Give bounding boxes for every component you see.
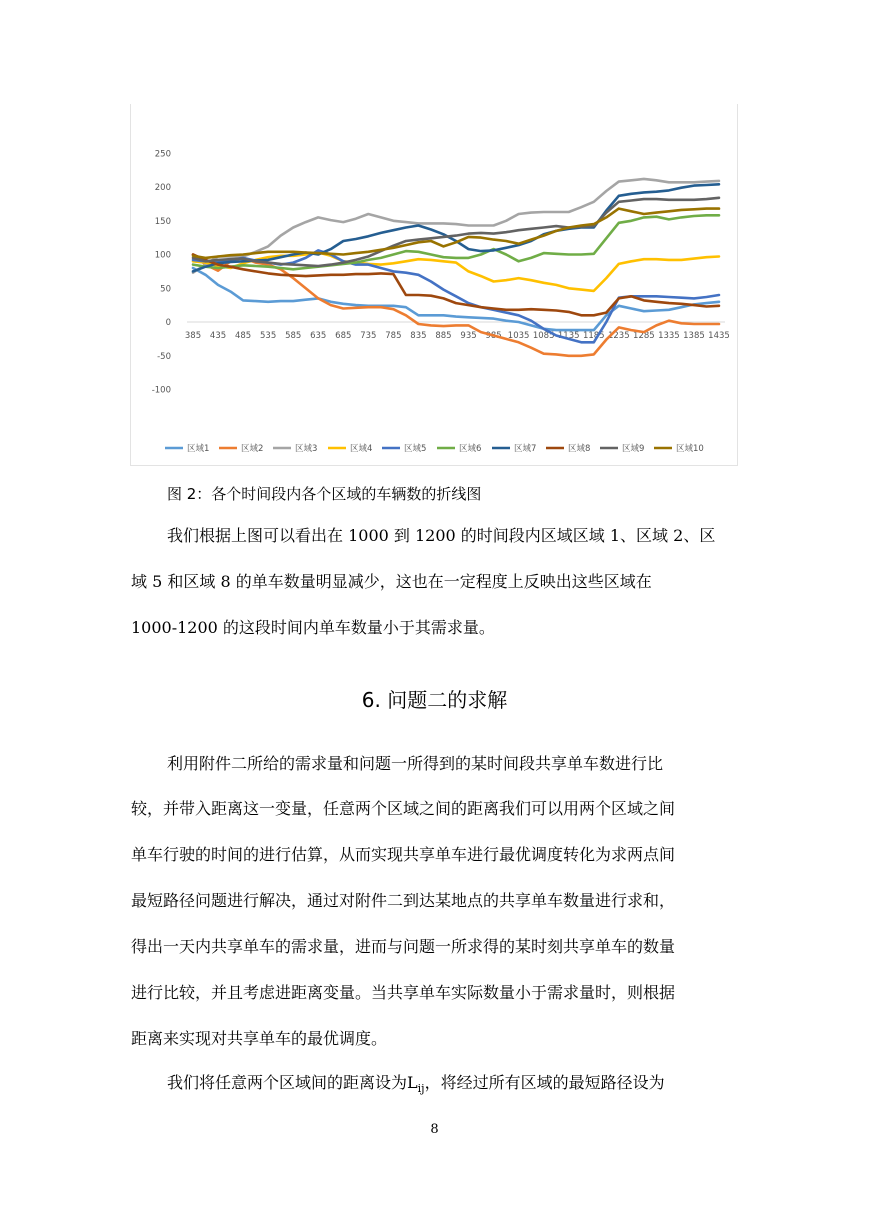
x-tick-label: 1285 (633, 331, 655, 341)
paragraph-1-line-2: 域 5 和区域 8 的单车数量明显减少，这也在一定程度上反映出这些区域在 (131, 572, 652, 591)
x-tick-label: 1085 (532, 331, 555, 341)
page-number: 8 (430, 1122, 439, 1137)
y-tick-label: 150 (154, 216, 171, 227)
paragraph-3 (131, 1073, 737, 1096)
x-tick-label: 885 (435, 331, 452, 341)
math-subscript: ij (417, 1082, 425, 1096)
x-tick-label: 485 (234, 331, 252, 341)
legend-label: 区域10 (676, 444, 704, 454)
y-tick-label: 250 (154, 149, 171, 160)
legend-label: 区域8 (568, 444, 591, 454)
x-tick-label: 935 (460, 331, 477, 341)
paragraph-2-line-6: 进行比较，并且考虑进距离变量。当共享单车实际数量小于需求量时，则根据 (131, 983, 676, 1002)
x-tick-label: 1135 (557, 331, 580, 341)
paragraph-2-line-7: 距离来实现对共享单车的最优调度。 (131, 1029, 388, 1048)
x-tick-label: 1235 (607, 331, 630, 341)
section-heading: 6. 问题二的求解 (361, 688, 508, 712)
legend-label: 区域9 (622, 444, 645, 454)
legend-label: 区域1 (187, 444, 210, 454)
y-tick-label: 0 (165, 318, 171, 328)
legend-label: 区域3 (295, 444, 318, 454)
x-tick-label: 1385 (683, 331, 705, 341)
x-tick-label: 685 (335, 331, 352, 341)
y-tick-label: -100 (151, 385, 171, 396)
x-tick-label: 585 (285, 331, 302, 341)
figure-caption: 图 2：各个时间段内各个区域的车辆数的折线图 (167, 485, 482, 503)
paragraph-2-line-2: 较，并带入距离这一变量，任意两个区域之间的距离我们可以用两个区域之间 (131, 799, 676, 818)
y-tick-label: 50 (160, 284, 171, 295)
legend-label: 区域7 (514, 444, 537, 454)
x-tick-label: 1185 (582, 331, 605, 341)
x-tick-label: 1335 (658, 331, 680, 341)
math-l: L (407, 1073, 418, 1092)
paragraph-1-line-3: 1000-1200 的这段时间内单车数量小于其需求量。 (131, 618, 495, 637)
series-line-区域10 (193, 209, 719, 258)
paragraph-2-line-5: 得出一天内共享单车的需求量，进而与问题一所求得的某时刻共享单车的数量 (131, 937, 676, 956)
legend-label: 区域6 (459, 444, 482, 454)
paragraph-3-prefix: 我们将任意两个区域间的距离设为 (167, 1073, 408, 1092)
y-tick-label: 200 (154, 183, 171, 193)
y-tick-label: 100 (154, 250, 171, 261)
x-tick-label: 635 (310, 331, 327, 341)
line-chart (130, 104, 738, 466)
paragraph-2-line-4: 最短路径问题进行解决，通过对附件二到达某地点的共享单车数量进行求和， (131, 891, 676, 910)
chart-svg (131, 104, 739, 466)
paragraph-2-line-1: 利用附件二所给的需求量和问题一所得到的某时间段共享单车数进行比 (167, 754, 664, 773)
x-tick-label: 1435 (708, 331, 730, 341)
x-tick-label: 835 (410, 331, 427, 341)
legend-label: 区域4 (350, 444, 373, 454)
paragraph-3-suffix: ，将经过所有区域的最短路径设为 (424, 1073, 665, 1092)
x-tick-label: 435 (209, 331, 227, 341)
paragraph-2-line-3: 单车行驶的时间的进行估算，从而实现共享单车进行最优调度转化为求两点间 (131, 845, 676, 864)
legend-label: 区域5 (404, 444, 427, 454)
x-tick-label: 385 (184, 331, 202, 341)
y-tick-label: -50 (157, 351, 171, 362)
x-tick-label: 985 (485, 331, 502, 341)
x-tick-label: 785 (385, 331, 402, 341)
x-tick-label: 735 (360, 331, 377, 341)
legend-label: 区域2 (241, 444, 264, 454)
x-tick-label: 535 (260, 331, 277, 341)
x-tick-label: 1035 (507, 331, 530, 341)
paragraph-1-line-1: 我们根据上图可以看出在 1000 到 1200 的时间段内区域区域 1、区域 2、区 (167, 526, 716, 545)
